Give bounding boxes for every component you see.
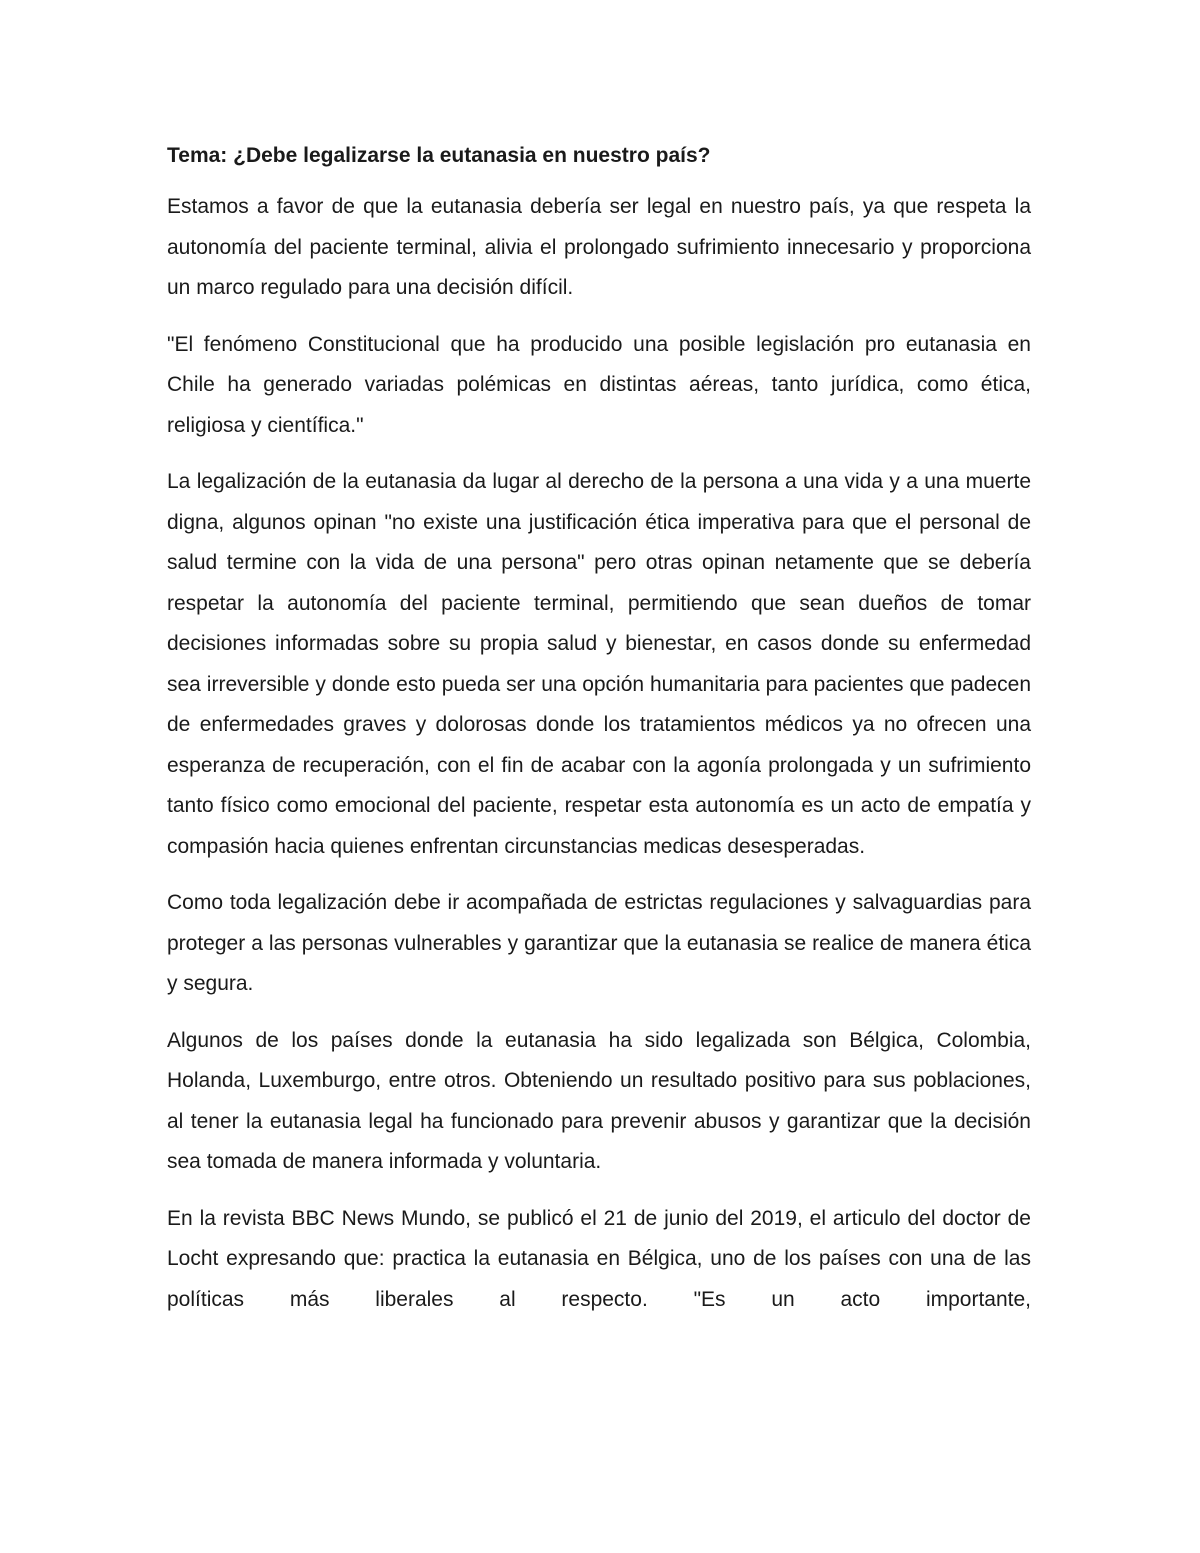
paragraph-bbc: En la revista BBC News Mundo, se publicó el 21 de junio del 2019, el articulo del doctor de Locht expresando que: practica la eutanasia en Bélgica, uno de los países con una de las políticas más liberales al respecto. "Es un acto importante,	[167, 1206, 1031, 1311]
document-body	[167, 140, 1031, 1320]
paragraph-position: Estamos a favor de que la eutanasia debería ser legal en nuestro país, ya que respeta la autonomía del paciente terminal, alivia el prolongado sufrimiento innecesario y proporciona un marco regulado para una decisión difícil.	[167, 195, 1031, 299]
document-title: Tema: ¿Debe legalizarse la eutanasia en nuestro país?	[167, 144, 711, 167]
paragraph-dignity: La legalización de la eutanasia da lugar al derecho de la persona a una vida y a una muerte digna, algunos opinan "no existe una justificación ética imperativa para que el personal de salud termine con la vida de una persona" pero otras opinan netamente que se debería respetar la autonomía del paciente terminal, permitiendo que sean dueños de tomar decisiones informadas sobre su propia salud y bienestar, en casos donde su enfermedad sea irreversible y donde esto pueda ser una opción humanitaria para pacientes que padecen de enfermedades graves y dolorosas donde los tratamientos médicos ya no ofrecen una esperanza de recuperación, con el fin de acabar con la agonía prolongada y un sufrimiento tanto físico como emocional del paciente, respetar esta autonomía es un acto de empatía y compasión hacia quienes enfrentan circunstancias medicas desesperadas.	[167, 470, 1031, 858]
paragraph-regulation: Como toda legalización debe ir acompañada de estrictas regulaciones y salvaguardias para proteger a las personas vulnerables y garantizar que la eutanasia se realice de manera ética y segura.	[167, 891, 1031, 995]
paragraph-countries: Algunos de los países donde la eutanasia ha sido legalizada son Bélgica, Colombia, Holanda, Luxemburgo, entre otros. Obteniendo un resultado positivo para sus poblaciones, al tener la eutanasia legal ha funcionado para prevenir abusos y garantizar que la decisión sea tomada de manera informada y voluntaria.	[167, 1028, 1031, 1173]
paragraph-quote: "El fenómeno Constitucional que ha producido una posible legislación pro eutanasia en Chile ha generado variadas polémicas en distintas aéreas, tanto jurídica, como ética, religiosa y científica."	[167, 332, 1031, 437]
